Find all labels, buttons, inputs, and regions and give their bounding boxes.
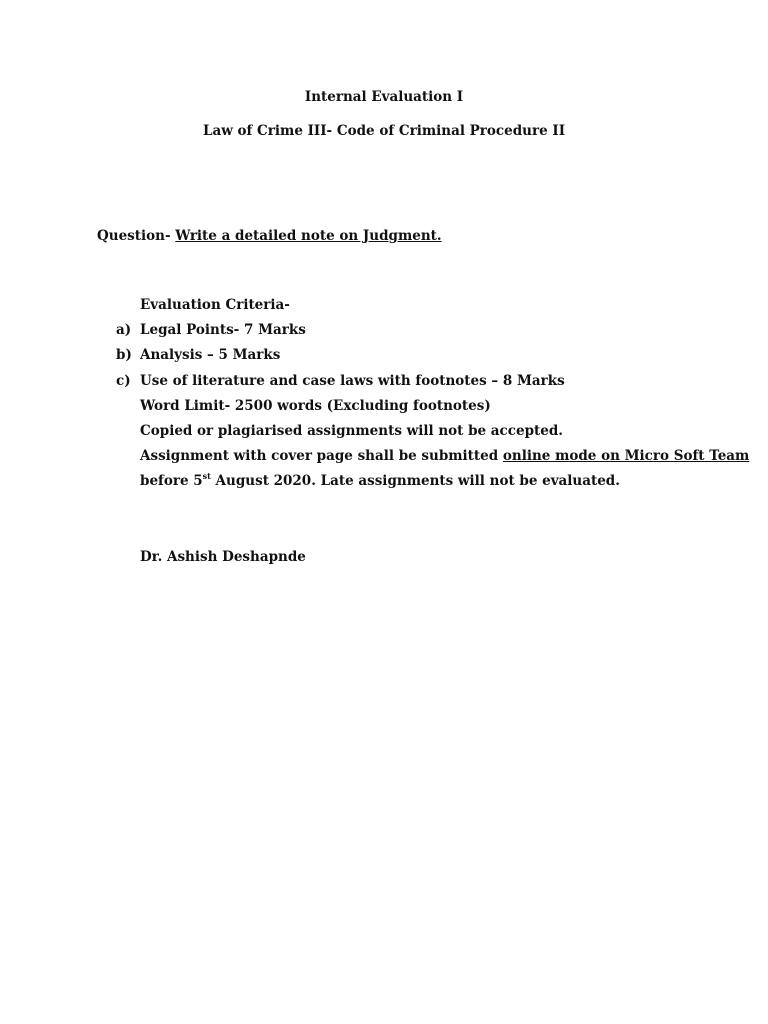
- criteria-marker: c): [116, 373, 131, 389]
- question-text: Write a detailed note on Judgment.: [175, 228, 442, 244]
- question-line: [97, 228, 442, 244]
- criteria-marker: a): [116, 322, 132, 338]
- document-title: Internal Evaluation I: [304, 89, 464, 105]
- author-signature: Dr. Ashish Deshapnde: [140, 549, 306, 565]
- criteria-marker: b): [116, 347, 132, 363]
- criteria-text: Analysis – 5 Marks: [140, 347, 281, 363]
- plagiarism-note: Copied or plagiarised assignments will not be accepted.: [140, 423, 563, 439]
- deadline-suffix: August 2020. Late assignments will not be evaluated.: [210, 473, 620, 489]
- criteria-heading: Evaluation Criteria-: [140, 297, 290, 313]
- submission-mode: online mode on Micro Soft Team: [502, 448, 750, 464]
- submission-line: [140, 448, 749, 464]
- word-limit: Word Limit- 2500 words (Excluding footnotes): [140, 398, 491, 414]
- criteria-text: Use of literature and case laws with footnotes – 8 Marks: [140, 373, 565, 389]
- submission-deadline: [140, 470, 620, 489]
- criteria-text: Legal Points- 7 Marks: [140, 322, 306, 338]
- deadline-prefix: before 5: [140, 473, 203, 489]
- deadline-ordinal: st: [202, 470, 211, 481]
- question-label: Question-: [97, 228, 176, 244]
- document-subject: Law of Crime III- Code of Criminal Procedure II: [202, 123, 566, 139]
- submission-prefix: Assignment with cover page shall be submitted: [140, 448, 503, 464]
